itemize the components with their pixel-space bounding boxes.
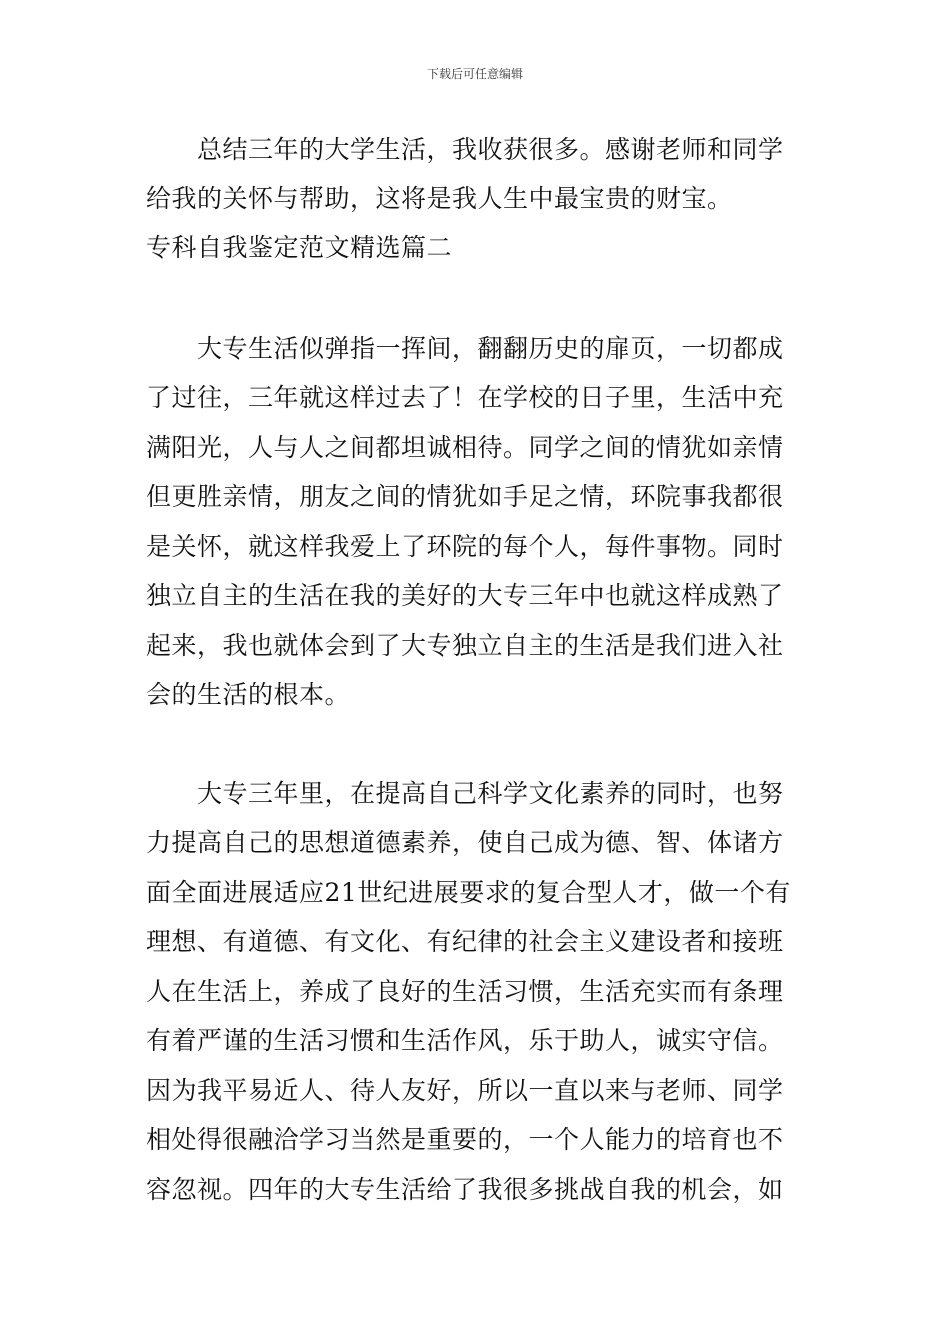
text-line: 大专生活似弹指一挥间，翻翻历史的扉页，一切都成	[146, 334, 784, 363]
text-line: 了过往，三年就这样过去了！在学校的日子里，生活中充	[146, 383, 784, 412]
text-line: 力提高自己的思想道德素养，使自己成为德、智、体诸方	[146, 828, 784, 857]
text-line: 因为我平易近人、待人友好，所以一直以来与老师、同学	[146, 1076, 784, 1105]
text-line: 独立自主的生活在我的美好的大专三年中也就这样成熟了	[146, 581, 784, 610]
text-line: 容忽视。四年的大专生活给了我很多挑战自我的机会，如	[146, 1175, 784, 1204]
text-line: 但更胜亲情，朋友之间的情犹如手足之情，环院事我都很	[146, 482, 784, 511]
page-header: 下载后可任意编辑	[426, 67, 523, 81]
text-line: 起来，我也就体会到了大专独立自主的生活是我们进入社	[146, 631, 784, 660]
text-line: 大专三年里，在提高自己科学文化素养的同时，也努	[146, 779, 784, 808]
text-line: 面全面进展适应21世纪进展要求的复合型人才，做一个有	[146, 878, 791, 907]
text-line: 总结三年的大学生活，我收获很多。感谢老师和同学	[146, 135, 784, 164]
text-line: 会的生活的根本。	[146, 680, 351, 709]
section-heading: 专科自我鉴定范文精选篇二	[146, 233, 453, 262]
text-line: 有着严谨的生活习惯和生活作风，乐于助人，诚实守信。	[146, 1026, 784, 1055]
text-line: 是关怀，就这样我爱上了环院的每个人，每件事物。同时	[146, 532, 784, 561]
text-line: 理想、有道德、有文化、有纪律的社会主义建设者和接班	[146, 927, 784, 956]
text-line: 人在生活上，养成了良好的生活习惯，生活充实而有条理	[146, 977, 784, 1006]
text-line: 给我的关怀与帮助，这将是我人生中最宝贵的财宝。	[146, 184, 733, 213]
text-line: 满阳光，人与人之间都坦诚相待。同学之间的情犹如亲情	[146, 433, 784, 462]
text-line: 相处得很融洽学习当然是重要的，一个人能力的培育也不	[146, 1125, 784, 1154]
